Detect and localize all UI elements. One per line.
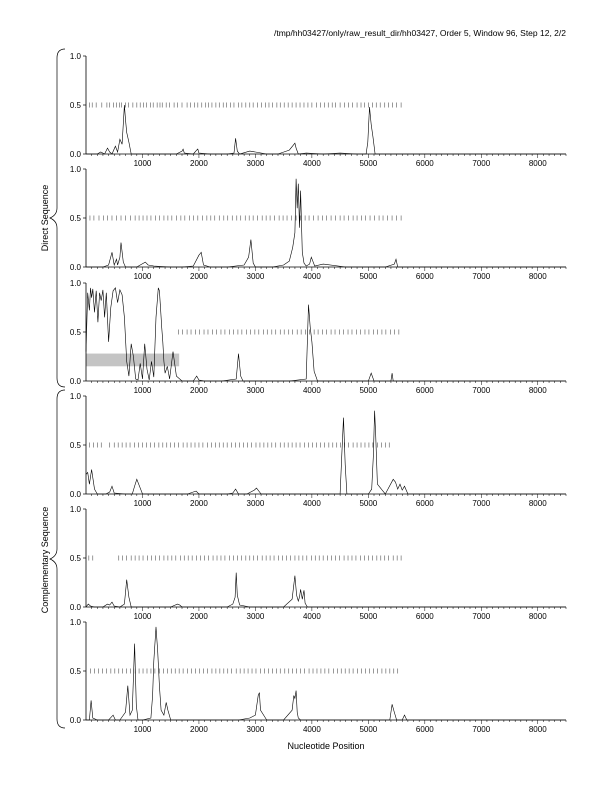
x-tick-label: 8000: [528, 272, 547, 281]
y-tick-label: 0.0: [69, 377, 81, 386]
y-tick-label: 0.5: [69, 214, 81, 223]
x-tick-label: 1000: [133, 499, 152, 508]
header-title: /tmp/hh03427/only/raw_result_dir/hh03427, Order 5, Window 96, Step 12, 2/2: [273, 28, 566, 38]
x-tick-label: 6000: [415, 386, 434, 395]
x-tick-label: 4000: [302, 499, 321, 508]
panels: [70, 52, 566, 734]
x-tick-label: 1000: [133, 159, 152, 168]
x-tick-label: 2000: [190, 612, 208, 621]
x-tick-label: 4000: [302, 612, 321, 621]
x-tick-label: 1000: [133, 386, 152, 395]
x-tick-label: 5000: [359, 725, 378, 734]
group-braces: [50, 49, 65, 728]
x-tick-label: 4000: [302, 159, 321, 168]
x-tick-label: 7000: [472, 272, 491, 281]
x-tick-label: 6000: [415, 499, 434, 508]
x-tick-label: 8000: [528, 159, 547, 168]
x-tick-label: 7000: [472, 725, 491, 734]
x-tick-label: 5000: [359, 386, 378, 395]
series-line: [86, 288, 566, 381]
x-tick-label: 1000: [133, 725, 152, 734]
x-tick-label: 3000: [246, 499, 265, 508]
series-line: [86, 105, 566, 154]
brace-complementary: [50, 390, 65, 728]
panel-6: [70, 618, 566, 734]
x-tick-label: 6000: [415, 159, 434, 168]
series-line: [86, 411, 566, 494]
y-tick-label: 0.5: [69, 667, 81, 676]
x-tick-label: 2000: [190, 499, 208, 508]
brace-direct: [50, 49, 65, 387]
x-axis-label: Nucleotide Position: [287, 741, 365, 751]
x-tick-label: 1000: [133, 272, 152, 281]
y-tick-label: 0.0: [69, 603, 81, 612]
x-tick-label: 4000: [302, 272, 321, 281]
y-tick-label: 0.0: [69, 716, 81, 725]
y-tick-label: 1.0: [69, 392, 81, 401]
panel-2: [70, 165, 566, 281]
x-tick-label: 5000: [359, 499, 378, 508]
x-tick-label: 2000: [190, 725, 208, 734]
x-tick-label: 3000: [246, 159, 265, 168]
series-line: [86, 179, 566, 267]
y-tick-label: 0.5: [69, 554, 81, 563]
x-tick-label: 5000: [359, 159, 378, 168]
y-tick-label: 1.0: [69, 279, 81, 288]
x-tick-label: 2000: [190, 272, 208, 281]
panel-5: [70, 505, 566, 621]
x-tick-label: 8000: [528, 725, 547, 734]
series-line: [86, 627, 566, 720]
x-tick-label: 3000: [246, 612, 265, 621]
y-tick-label: 0.5: [69, 101, 81, 110]
x-tick-label: 4000: [302, 386, 321, 395]
x-tick-label: 8000: [528, 499, 547, 508]
panel-4: [70, 392, 566, 508]
y-tick-label: 1.0: [69, 165, 81, 174]
y-tick-label: 0.0: [69, 263, 81, 272]
x-tick-label: 3000: [246, 272, 265, 281]
x-tick-label: 6000: [415, 612, 434, 621]
x-tick-label: 7000: [472, 499, 491, 508]
x-tick-label: 8000: [528, 386, 547, 395]
x-tick-label: 7000: [472, 386, 491, 395]
x-tick-label: 3000: [246, 386, 265, 395]
shaded-region: [86, 354, 179, 367]
group-label-complementary: Complementary Sequence: [40, 506, 50, 614]
y-tick-label: 1.0: [69, 505, 81, 514]
y-tick-label: 0.0: [69, 150, 81, 159]
x-tick-label: 2000: [190, 386, 208, 395]
y-tick-label: 1.0: [69, 618, 81, 627]
x-tick-label: 7000: [472, 159, 491, 168]
panel-1: [70, 52, 566, 168]
x-tick-label: 8000: [528, 612, 547, 621]
panel-3: [70, 279, 566, 395]
x-tick-label: 6000: [415, 725, 434, 734]
x-tick-label: 6000: [415, 272, 434, 281]
y-tick-label: 1.0: [69, 52, 81, 61]
x-tick-label: 5000: [359, 612, 378, 621]
x-tick-label: 7000: [472, 612, 491, 621]
x-tick-label: 4000: [302, 725, 321, 734]
x-tick-label: 2000: [190, 159, 208, 168]
group-label-direct: Direct Sequence: [40, 184, 50, 252]
y-tick-label: 0.5: [69, 441, 81, 450]
x-tick-label: 1000: [133, 612, 152, 621]
y-tick-label: 0.5: [69, 328, 81, 337]
y-tick-label: 0.0: [69, 490, 81, 499]
x-tick-label: 3000: [246, 725, 265, 734]
x-tick-label: 5000: [359, 272, 378, 281]
series-line: [86, 573, 566, 607]
